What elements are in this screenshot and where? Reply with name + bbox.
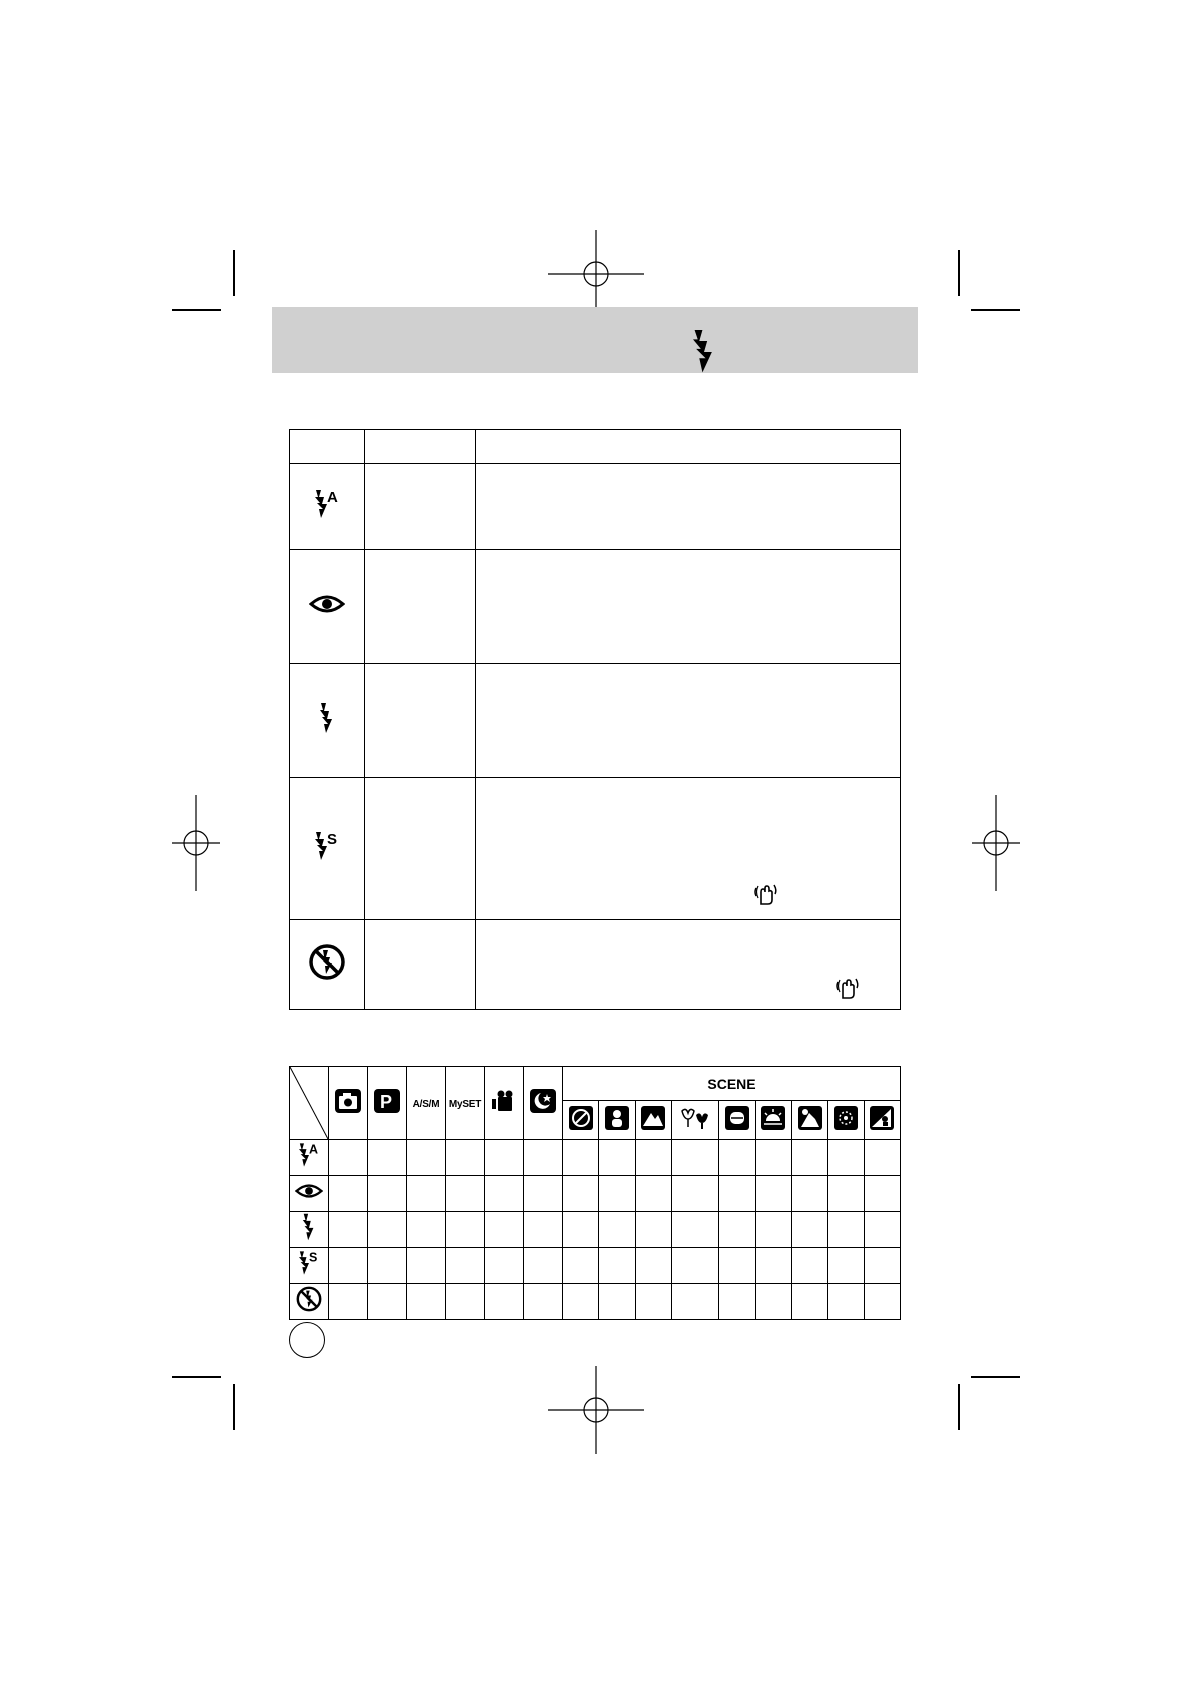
- table-cell: [864, 1212, 900, 1248]
- table-cell: [368, 1284, 407, 1320]
- table-cell: [828, 1212, 864, 1248]
- table-cell: [446, 1248, 485, 1284]
- description-cell: [476, 920, 901, 1010]
- table-row: [290, 778, 901, 920]
- table-cell: [719, 1212, 755, 1248]
- svg-text:S: S: [309, 1250, 318, 1265]
- table-cell: [563, 1284, 599, 1320]
- page-number: [289, 1322, 325, 1358]
- table-row: [290, 664, 901, 778]
- table-cell: [599, 1248, 635, 1284]
- header-cell: [476, 430, 901, 464]
- red-eye-reduction-icon: [295, 1181, 323, 1201]
- table-cell: [524, 1248, 563, 1284]
- table-row: [290, 1284, 901, 1320]
- table-cell: [755, 1140, 791, 1176]
- scene-cell: [828, 1101, 864, 1140]
- description-cell: [476, 664, 901, 778]
- table-cell: [524, 1140, 563, 1176]
- mode-cell-auto: [329, 1067, 368, 1140]
- table-row: [290, 920, 901, 1010]
- table-cell: [791, 1212, 827, 1248]
- table-cell: [599, 1212, 635, 1248]
- table-cell: [407, 1248, 446, 1284]
- crop-mark: [172, 309, 221, 311]
- table-cell: [524, 1212, 563, 1248]
- flash-icon: [688, 330, 720, 374]
- table-cell: [485, 1140, 524, 1176]
- scene-cell: [672, 1101, 719, 1140]
- table-cell: [791, 1248, 827, 1284]
- registration-mark: [546, 1360, 646, 1460]
- svg-text:S: S: [327, 831, 338, 848]
- table-cell: [635, 1212, 671, 1248]
- row-icon-cell: [290, 1248, 329, 1284]
- mode-cell-myset: [446, 1067, 485, 1140]
- corner-cell: [290, 1067, 329, 1140]
- icon-cell: [290, 464, 365, 550]
- camera-auto-icon: [334, 1088, 362, 1114]
- table-cell: [368, 1248, 407, 1284]
- registration-mark: [146, 793, 246, 893]
- table-cell: [791, 1140, 827, 1176]
- table-cell: [446, 1212, 485, 1248]
- table-cell: [635, 1284, 671, 1320]
- fill-in-flash-icon: [316, 701, 338, 735]
- table-cell: [755, 1176, 791, 1212]
- table-row: [290, 1140, 901, 1176]
- table-cell: [563, 1248, 599, 1284]
- movie-icon: [490, 1088, 518, 1114]
- crop-mark: [958, 250, 960, 296]
- table-cell: [329, 1284, 368, 1320]
- table-cell: [563, 1176, 599, 1212]
- close-up-icon: [678, 1105, 712, 1131]
- table-cell: [446, 1140, 485, 1176]
- sunset-icon: [760, 1105, 786, 1131]
- mode-label: A/S/M: [412, 1099, 440, 1110]
- table-cell: [407, 1140, 446, 1176]
- table-cell: [672, 1248, 719, 1284]
- scene-cell: [719, 1101, 755, 1140]
- table-cell: [407, 1284, 446, 1320]
- section-header-band: [272, 307, 918, 373]
- text-icon: [724, 1105, 750, 1131]
- table-cell: [719, 1248, 755, 1284]
- flash-off-icon: [307, 942, 347, 982]
- table-cell: [672, 1212, 719, 1248]
- svg-text:A: A: [327, 489, 338, 506]
- flash-auto-icon: [296, 1140, 322, 1170]
- table-cell: [485, 1248, 524, 1284]
- mode-cell-movie: [485, 1067, 524, 1140]
- row-icon-cell: [290, 1212, 329, 1248]
- scene-header: SCENE: [563, 1067, 901, 1101]
- table-cell: [864, 1140, 900, 1176]
- table-cell: [368, 1212, 407, 1248]
- diagonal-divider: [290, 1067, 328, 1139]
- scene-cell: [599, 1101, 635, 1140]
- description-cell: [476, 550, 901, 664]
- landscape-icon: [640, 1105, 666, 1131]
- table-cell: [485, 1284, 524, 1320]
- table-cell: [446, 1176, 485, 1212]
- scene-cell: [864, 1101, 900, 1140]
- description-cell: [476, 778, 901, 920]
- table-cell: [563, 1212, 599, 1248]
- table-cell: [719, 1284, 755, 1320]
- crop-mark: [958, 1384, 960, 1430]
- table-cell: [791, 1176, 827, 1212]
- table-cell: [672, 1284, 719, 1320]
- table-row: [290, 1248, 901, 1284]
- table-cell: [329, 1140, 368, 1176]
- row-icon-cell: [290, 1284, 329, 1320]
- table-cell: [791, 1284, 827, 1320]
- table-cell: [635, 1176, 671, 1212]
- table-cell: [563, 1140, 599, 1176]
- table-cell: [485, 1176, 524, 1212]
- registration-mark: [946, 793, 1046, 893]
- svg-text:P: P: [380, 1091, 393, 1112]
- camera-shake-icon: [752, 882, 778, 906]
- flash-off-icon: [295, 1285, 323, 1313]
- camera-shake-icon: [834, 976, 860, 1000]
- table-cell: [719, 1176, 755, 1212]
- mode-cell-asm: [407, 1067, 446, 1140]
- mode-cell-program: [368, 1067, 407, 1140]
- icon-cell: [290, 664, 365, 778]
- flash-auto-icon: [312, 486, 342, 522]
- program-icon: [373, 1088, 401, 1114]
- table-cell: [485, 1212, 524, 1248]
- table-cell: [329, 1248, 368, 1284]
- header-cell: [290, 430, 365, 464]
- table-cell: [864, 1248, 900, 1284]
- night-scene-icon: [568, 1105, 594, 1131]
- scene-cell: [563, 1101, 599, 1140]
- slow-sync-icon: [312, 828, 342, 864]
- table-row: [290, 1176, 901, 1212]
- mode-name-cell: [365, 778, 476, 920]
- table-cell: [755, 1248, 791, 1284]
- description-cell: [476, 464, 901, 550]
- mode-name-cell: [365, 920, 476, 1010]
- table-row: [290, 550, 901, 664]
- table-cell: [368, 1176, 407, 1212]
- mode-cell-night: [524, 1067, 563, 1140]
- table-cell: [672, 1176, 719, 1212]
- slow-sync-icon: [296, 1248, 322, 1278]
- night-icon: [529, 1088, 557, 1114]
- crop-mark: [233, 250, 235, 296]
- table-cell: [407, 1176, 446, 1212]
- crop-mark: [971, 309, 1020, 311]
- table-cell: [828, 1248, 864, 1284]
- beach-snow-icon: [869, 1105, 895, 1131]
- red-eye-reduction-icon: [309, 592, 345, 616]
- table-header-row: [290, 430, 901, 464]
- backlight-icon: [797, 1105, 823, 1131]
- table-cell: [755, 1284, 791, 1320]
- mode-label: MySET: [448, 1099, 482, 1110]
- svg-text:A: A: [309, 1142, 319, 1157]
- mode-name-cell: [365, 464, 476, 550]
- table-cell: [599, 1284, 635, 1320]
- table-cell: [329, 1176, 368, 1212]
- table-cell: [599, 1140, 635, 1176]
- table-cell: [524, 1176, 563, 1212]
- mode-name-cell: [365, 550, 476, 664]
- table-cell: [368, 1140, 407, 1176]
- table-cell: [828, 1284, 864, 1320]
- icon-cell: [290, 550, 365, 664]
- table-cell: [755, 1212, 791, 1248]
- table-cell: [864, 1284, 900, 1320]
- table-cell: [524, 1284, 563, 1320]
- table-row: [290, 1212, 901, 1248]
- mode-name-cell: [365, 664, 476, 778]
- icon-cell: [290, 778, 365, 920]
- header-cell: [365, 430, 476, 464]
- icon-cell: [290, 920, 365, 1010]
- portrait-icon: [604, 1105, 630, 1131]
- scene-cell: [791, 1101, 827, 1140]
- mode-header-row: [290, 1067, 901, 1101]
- table-cell: [407, 1212, 446, 1248]
- fill-in-flash-icon: [299, 1212, 319, 1242]
- table-cell: [599, 1176, 635, 1212]
- flash-modes-table: [289, 429, 901, 1010]
- table-cell: [672, 1140, 719, 1176]
- crop-mark: [971, 1376, 1020, 1378]
- table-cell: [828, 1140, 864, 1176]
- table-row: [290, 464, 901, 550]
- scene-cell: [635, 1101, 671, 1140]
- table-cell: [864, 1176, 900, 1212]
- table-cell: [635, 1140, 671, 1176]
- scene-cell: [755, 1101, 791, 1140]
- row-icon-cell: [290, 1176, 329, 1212]
- table-cell: [635, 1248, 671, 1284]
- table-cell: [446, 1284, 485, 1320]
- row-icon-cell: [290, 1140, 329, 1176]
- crop-mark: [172, 1376, 221, 1378]
- table-cell: [329, 1212, 368, 1248]
- flash-availability-table: [289, 1066, 901, 1320]
- table-cell: [828, 1176, 864, 1212]
- table-cell: [719, 1140, 755, 1176]
- crop-mark: [233, 1384, 235, 1430]
- fireworks-icon: [833, 1105, 859, 1131]
